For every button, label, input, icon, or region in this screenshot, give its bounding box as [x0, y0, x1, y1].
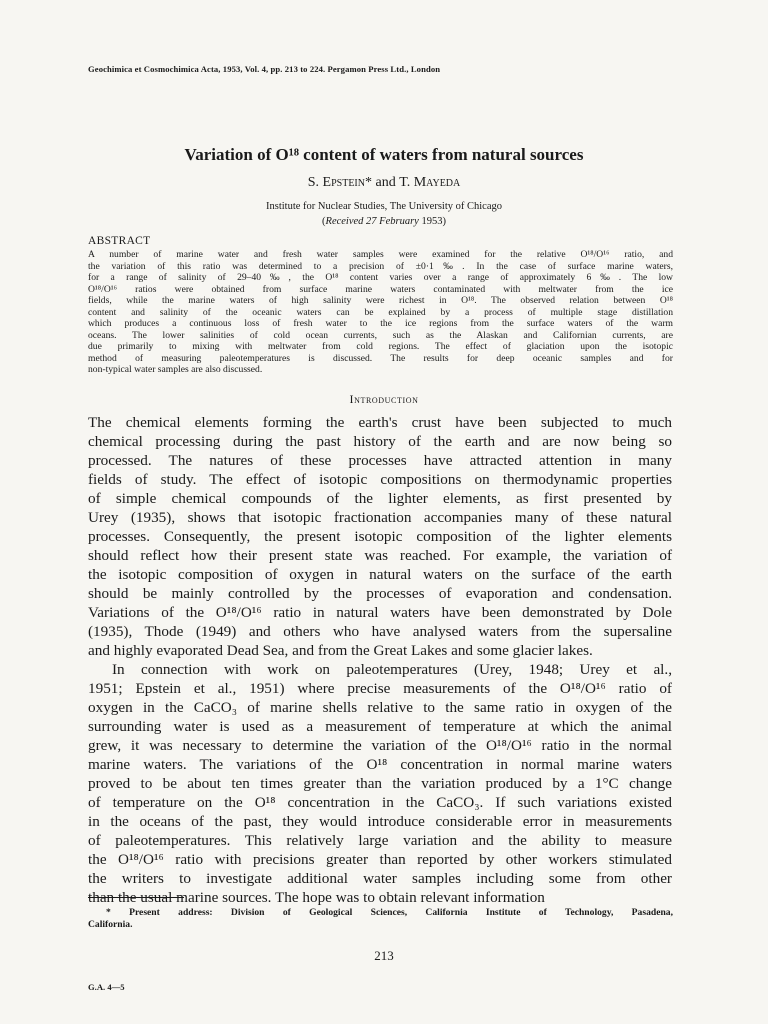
abstract-line: method of measuring paleotemperatures is discussed. The results for deep oceanic samples and for — [88, 352, 673, 364]
introduction-text — [88, 413, 672, 907]
body-line: should reflect how their present state was reached. For example, the variation of — [88, 547, 672, 564]
footnote-line: * Present address: Division of Geological Sciences, California Institute of Technology, Pasadena, — [106, 907, 673, 918]
body-line: should be mainly controlled by the processes of evaporation and condensation. — [88, 585, 672, 602]
body-line: processed. The natures of these processes have attracted attention in many — [88, 452, 672, 469]
body-line: proved to be about ten times greater than the variation produced by a 1°C change — [88, 775, 672, 792]
running-head: Geochimica et Cosmochimica Acta, 1953, Vol. 4, pp. 213 to 224. Pergamon Press Ltd., London — [88, 64, 441, 74]
received-label: Received — [325, 216, 364, 227]
body-line: fields of study. The effect of isotopic compositions on thermodynamic properties — [88, 471, 672, 488]
body-line: the O¹⁸/O¹⁶ ratio with precisions greater than reported by other workers stimulated — [88, 851, 672, 868]
body-line: The chemical elements forming the earth's crust have been subjected to much — [88, 414, 672, 431]
received-date — [0, 216, 768, 227]
abstract-line: O¹⁸/O¹⁶ ratios were obtained from surface marine waters contaminated with meltwater from the ice — [88, 283, 673, 295]
abstract-line: A number of marine water and fresh water samples were examined for the relative O¹⁸/O¹⁶ ratio, and — [88, 249, 673, 260]
body-line: Urey (1935), shows that isotopic fractionation accompanies many of these natural — [88, 509, 672, 526]
received-open: ( — [322, 216, 326, 227]
body-line: processes. Consequently, the present isotopic composition of the lighter elements — [88, 528, 672, 545]
body-line: and highly evaporated Dead Sea, and from the Great Lakes and some glacier lakes. — [88, 642, 593, 659]
abstract-line: the variation of this ratio was determined to a precision of ±0·1‰. In the case of surface marine waters, — [88, 260, 673, 272]
body-line: the writers to investigate additional water samples including some from other — [88, 870, 672, 887]
abstract-line: which produces a continuous loss of fresh water to the ice regions from the surface waters of the warm — [88, 318, 673, 329]
body-line: in the oceans of the past, they would introduce considerable error in measurements — [88, 813, 672, 830]
body-line: surrounding water is used as a measurement of temperature at which the animal — [88, 718, 672, 735]
body-line: grew, it was necessary to determine the variation of the O¹⁸/O¹⁶ ratio in the normal — [88, 737, 672, 754]
author-first: S. Epstein* — [307, 175, 372, 190]
paper-title: Variation of O¹⁸ content of waters from natural sources — [184, 145, 584, 164]
received-year: 1953) — [421, 216, 446, 227]
abstract-line: for a range of salinity of 29–40‰, the O¹⁸ content varies over a range of approximately 6‰. The low — [88, 272, 673, 283]
body-line: of paleotemperatures. This relatively large variation and the ability to measure — [88, 832, 672, 849]
body-line: Variations of the O¹⁸/O¹⁶ ratio in natural waters have been demonstrated by Dole — [88, 604, 672, 621]
body-line: In connection with work on paleotemperatures (Urey, 1948; Urey et al., — [112, 661, 672, 678]
body-line: the isotopic composition of oxygen in natural waters on the surface of the earth — [88, 566, 672, 583]
received-day-month: 27 February — [366, 216, 419, 227]
abstract-line: fields, while the marine waters of high salinity were richest in O¹⁸. The observed relation between O¹⁸ — [88, 295, 673, 306]
abstract — [88, 249, 673, 376]
footnote-line: California. — [88, 918, 133, 930]
body-line: of temperature on the O¹⁸ concentration in the CaCO₃. If such variations existed — [88, 794, 672, 811]
footnote — [88, 907, 673, 930]
body-line: of simple chemical compounds of the lighter elements, as first presented by — [88, 490, 672, 507]
body-line: marine waters. The variations of the O¹⁸ concentration in normal marine waters — [88, 756, 672, 773]
section-heading-introduction: Introduction — [349, 392, 419, 406]
abstract-line: content and salinity of the oceanic waters can be explained by a process of multiple stage distillation — [88, 306, 673, 318]
abstract-line: oceans. The lower salinities of cold ocean currents, such as the Alaskan and Californian currents, are — [88, 329, 673, 341]
abstract-heading: ABSTRACT — [88, 235, 151, 247]
body-line: (1935), Thode (1949) and others who have analysed waters from the supersaline — [88, 623, 672, 640]
footnote-rule — [88, 897, 184, 898]
body-line: than the usual marine sources. The hope was to obtain relevant information — [88, 889, 545, 906]
authors-conjunction: and — [375, 175, 396, 190]
abstract-line: due primarily to mixing with meltwater from cold regions. The effect of glaciation upon the isotopic — [88, 341, 673, 352]
body-line: oxygen in the CaCO₃ of marine shells relative to the same ratio in oxygen of the — [88, 699, 672, 716]
body-line: 1951; Epstein et al., 1951) where precise measurements of the O¹⁸/O¹⁶ ratio of — [88, 680, 672, 697]
page-number: 213 — [374, 948, 394, 963]
author-second: T. Mayeda — [399, 175, 461, 190]
signature-mark: G.A. 4—5 — [88, 982, 125, 992]
body-line: chemical processing during the past history of the earth and are now being so — [88, 433, 672, 450]
affiliation: Institute for Nuclear Studies, The University of Chicago — [265, 201, 502, 212]
authors — [0, 175, 768, 191]
abstract-line: non-typical water samples are also discussed. — [88, 364, 263, 375]
